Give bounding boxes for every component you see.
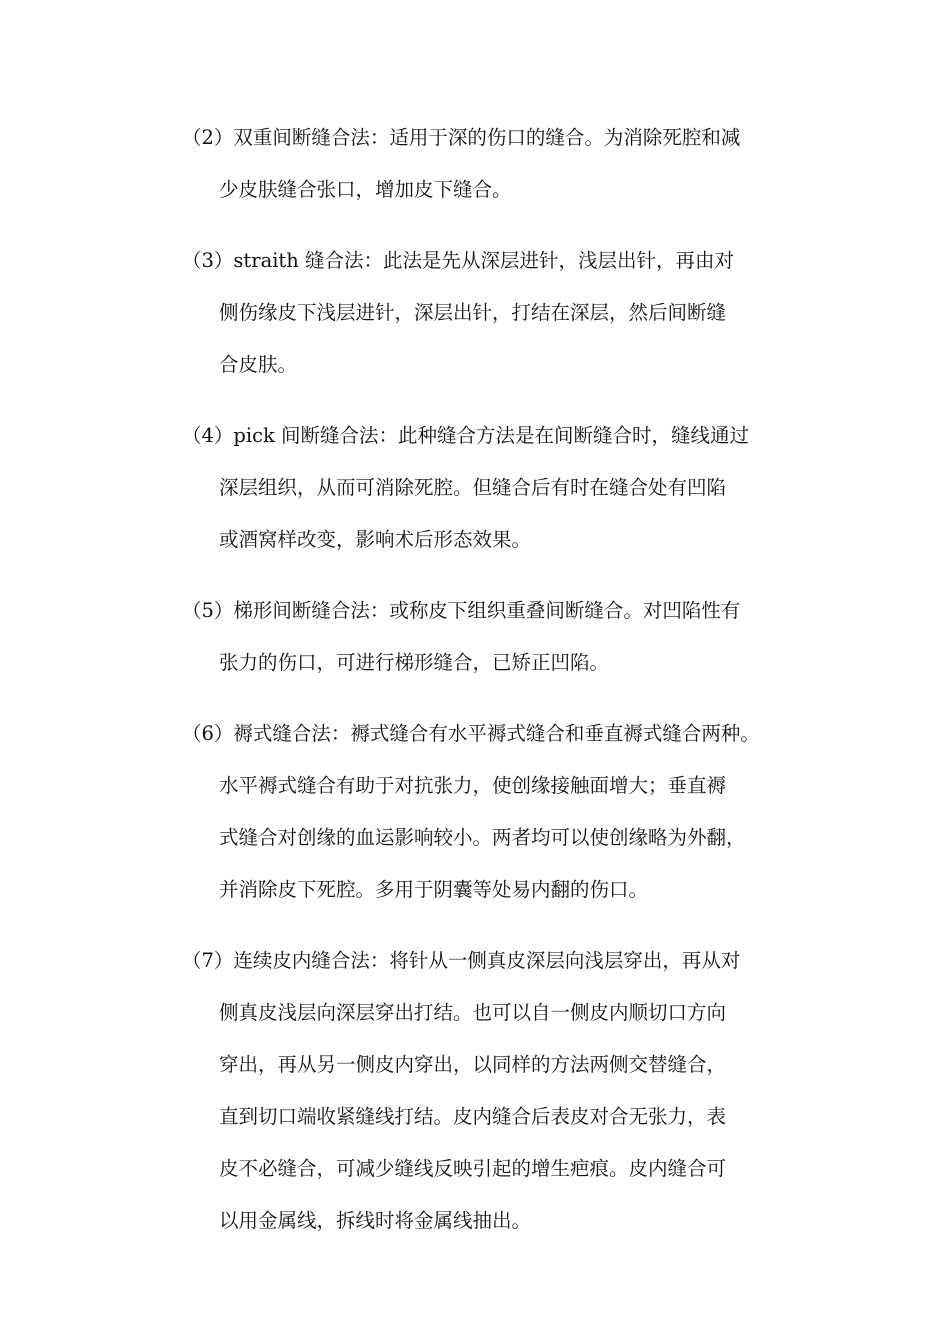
paragraph-trapezoid-interrupted-suture	[182, 585, 812, 689]
paragraph-pick-interrupted-suture	[182, 410, 812, 566]
paragraph-spacer	[182, 566, 812, 585]
paragraph-spacer	[182, 216, 812, 235]
paragraph-line: （3）straith 缝合法：此法是先从深层进针，浅层出针，再由对	[182, 249, 735, 272]
paragraph-line: 皮不必缝合，可减少缝线反映引起的增生疤痕。皮内缝合可	[219, 1157, 727, 1180]
paragraph-line: 直到切口端收紧缝线打结。皮内缝合后表皮对合无张力，表	[219, 1105, 727, 1128]
paragraph-straith-suture	[182, 235, 812, 391]
paragraph-line: 少皮肤缝合张口，增加皮下缝合。	[219, 178, 512, 201]
paragraph-double-interrupted-suture	[182, 112, 812, 216]
paragraph-line: 水平褥式缝合有助于对抗张力，使创缘接触面增大；垂直褥	[219, 774, 727, 797]
paragraph-line: 式缝合对创缘的血运影响较小。两者均可以使创缘略为外翻，	[219, 826, 746, 849]
paragraph-spacer	[182, 689, 812, 708]
paragraph-line: 穿出，再从另一侧皮内穿出，以同样的方法两侧交替缝合，	[219, 1053, 727, 1076]
paragraph-line: 或酒窝样改变，影响术后形态效果。	[219, 528, 532, 551]
paragraph-spacer	[182, 916, 812, 935]
paragraph-line: 张力的伤口，可进行梯形缝合，已矫正凹陷。	[219, 651, 610, 674]
paragraph-line: 深层组织，从而可消除死腔。但缝合后有时在缝合处有凹陷	[219, 476, 727, 499]
paragraph-line: 合皮肤。	[219, 353, 298, 376]
paragraph-line: （2）双重间断缝合法：适用于深的伤口的缝合。为消除死腔和减	[182, 126, 741, 149]
paragraph-line: 侧真皮浅层向深层穿出打结。也可以自一侧皮内顺切口方向	[219, 1001, 727, 1024]
paragraph-line: （5）梯形间断缝合法：或称皮下组织重叠间断缝合。对凹陷性有	[182, 599, 741, 622]
paragraph-line: 以用金属线，拆线时将金属线抽出。	[219, 1209, 532, 1232]
paragraph-line: 并消除皮下死腔。多用于阴囊等处易内翻的伤口。	[219, 878, 649, 901]
paragraph-line: 侧伤缘皮下浅层进针，深层出针，打结在深层，然后间断缝	[219, 301, 727, 324]
paragraph-line: （6）褥式缝合法：褥式缝合有水平褥式缝合和垂直褥式缝合两种。	[182, 722, 760, 745]
paragraph-line: （4）pick 间断缝合法：此种缝合方法是在间断缝合时，缝线通过	[182, 424, 750, 447]
paragraph-continuous-intradermal-suture	[182, 935, 812, 1247]
paragraph-line: （7）连续皮内缝合法：将针从一侧真皮深层向浅层穿出，再从对	[182, 949, 741, 972]
document-body	[182, 112, 812, 1247]
paragraph-mattress-suture	[182, 708, 812, 916]
paragraph-spacer	[182, 391, 812, 410]
